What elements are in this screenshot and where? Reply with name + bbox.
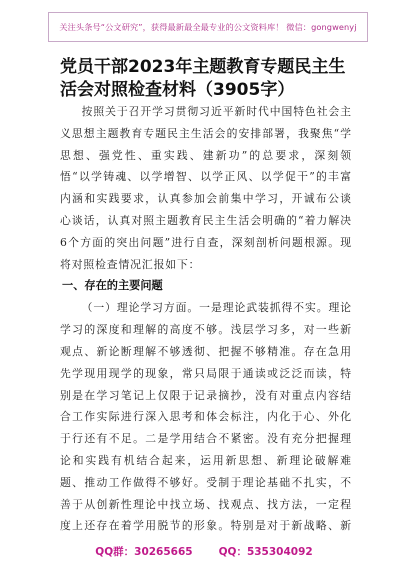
document-title: 党员干部2023年主题教育专题民主生活会对照检查材料（3905字） [60, 57, 346, 100]
document-body [60, 101, 352, 536]
section-heading: 一、存在的主要问题 [62, 279, 163, 293]
body-paragraph: （一）理论学习方面。一是理论武装抓得不实。理论学习的深度和理解的高度不够。浅层学习多，对一些新观点、新论断理解不够透彻、把握不够精准。存在急用先学现用现学的现象，常只局限于通读或泛泛而读，特别是在学习笔记上仅限于记录摘抄，没有对重点内容结合工作实际进行深入思考和体会标注，内化于心、外化于行还有不足。二是学用结合不紧密。没有充分把握理论和实践有机结合起来，运用新思想、新理论破解难题、推动工作做得不够好。受制于理论基础不扎实，不善于从创新性理论中找立场、找观点、找方法，一定程度上还存在着学用脱节的形象。特别是对于新战略、新 [60, 301, 352, 533]
footer-qq-group: QQ群：30265665 [95, 546, 193, 558]
footer-qq: QQ：535304092 [218, 546, 313, 558]
footer-contact [0, 544, 408, 564]
banner-text: 关注头条号“公文研究”，获得最新最全最专业的公文资料库！ 微信：gongwenyj [59, 21, 357, 32]
intro-paragraph: 按照关于召开学习贯彻习近平新时代中国特色社会主义思想主题教育专题民主生活会的安排部署，我聚焦“学思想、强党性、重实践、建新功”的总要求，深刻领悟“以学铸魂、以学增智、以学正风、以学促干”的丰富内涵和实践要求，认真参加会前集中学习，开诚布公谈心谈话，认真对照主题教育民主生活会明确的“着力解决6个方面的突出问题”进行自查，深刻剖析问题根源。现将对照检查情况汇报如下： [60, 105, 352, 271]
header-banner [48, 12, 368, 42]
